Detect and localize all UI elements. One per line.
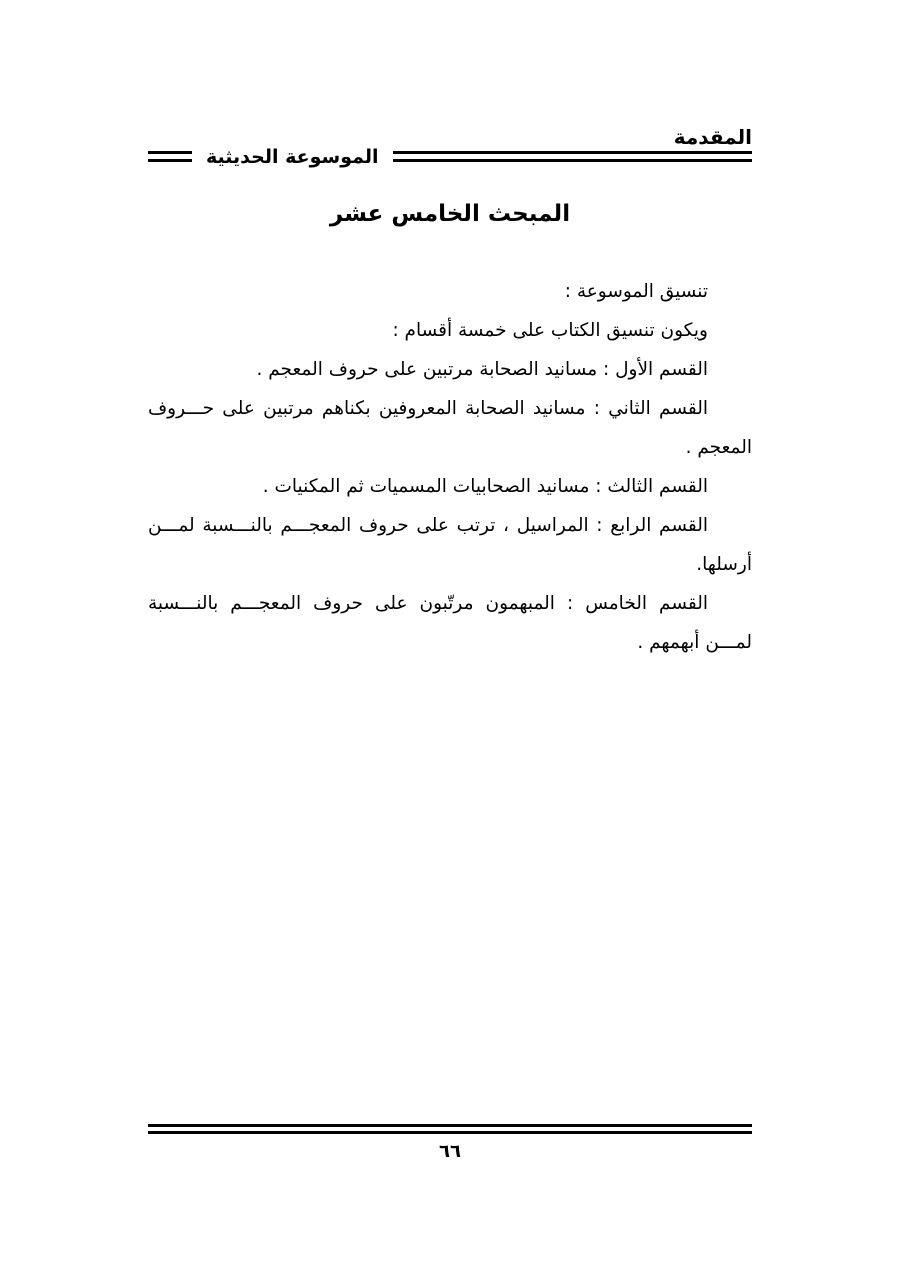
paragraph: ويكون تنسيق الكتاب على خمسة أقسام : bbox=[392, 320, 708, 341]
paragraph: القسم الخامس : المبهمون مرتّبون على حروف المعجـــم بالنـــسبة لمـــن أبهمهم . bbox=[148, 593, 752, 653]
body-text bbox=[148, 272, 752, 662]
header-double-rule-long bbox=[393, 151, 753, 162]
book-title: الموسوعة الحديثية bbox=[206, 146, 379, 168]
footer-double-rule bbox=[148, 1124, 752, 1134]
header-double-rule-short bbox=[148, 151, 192, 162]
chapter-title: المبحث الخامس عشر bbox=[329, 201, 571, 227]
running-header bbox=[148, 118, 752, 178]
page-number: ٦٦ bbox=[439, 1141, 461, 1162]
section-name: المقدمة bbox=[673, 125, 752, 149]
paragraph: تنسيق الموسوعة : bbox=[564, 281, 708, 302]
paragraph: القسم الرابع : المراسيل ، ترتب على حروف المعجـــم بالنـــسبة لمـــن أرسلها. bbox=[148, 515, 752, 575]
paragraph: القسم الثالث : مسانيد الصحابيات المسميات ثم المكنيات . bbox=[262, 476, 708, 497]
paragraph: القسم الثاني : مسانيد الصحابة المعروفين بكناهم مرتبين على حـــروف المعجم . bbox=[148, 398, 752, 458]
paragraph: القسم الأول : مسانيد الصحابة مرتبين على حروف المعجم . bbox=[256, 359, 708, 380]
header-rule-row bbox=[148, 142, 752, 172]
